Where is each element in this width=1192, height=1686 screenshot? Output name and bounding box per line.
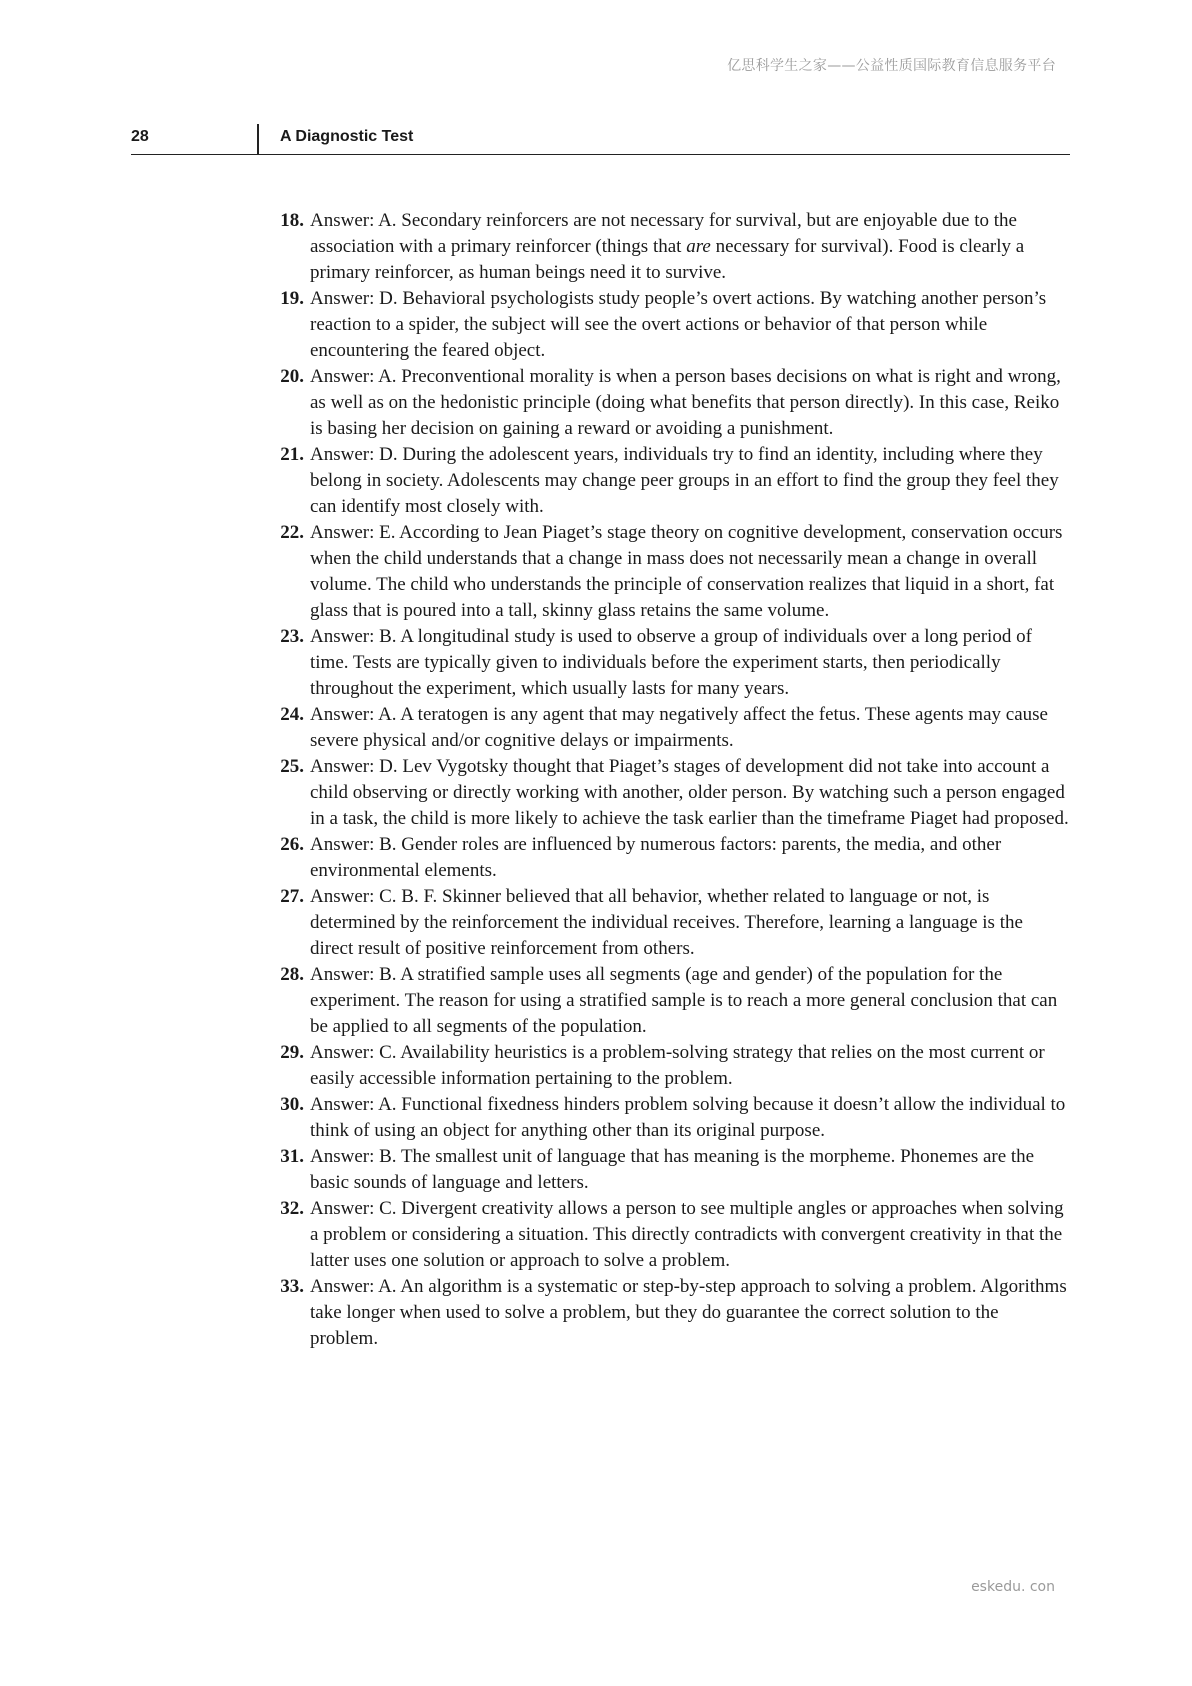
answer-number: 31. [280,1146,304,1167]
answer-text: Answer: A. Functional fixedness hinders problem solving because it doesn’t allow the individual to think of using an object for anything other than its original purpose. [310,1094,1066,1141]
answer-item-30 [268,1092,1070,1144]
answer-number: 22. [280,522,304,543]
answer-text: Answer: C. B. F. Skinner believed that all behavior, whether related to language or not, is determined by the reinforcement the individual receives. Therefore, learning a language is the direct result of positive reinforcement from others. [310,886,1023,959]
answer-item-33 [268,1274,1070,1352]
answer-text: Answer: E. According to Jean Piaget’s stage theory on cognitive development, conservation occurs when the child understands that a change in mass does not necessarily mean a change in overall volume. The child who understands the principle of conservation realizes that liquid in a short, fat glass that is poured into a tall, skinny glass retains the same volume. [310,522,1063,621]
site-watermark-top: 亿思科学生之家——公益性质国际教育信息服务平台 [727,58,1056,74]
answer-number: 25. [280,756,304,777]
answer-item-26 [268,832,1070,884]
answer-item-21 [268,442,1070,520]
answer-text: Answer: B. A stratified sample uses all segments (age and gender) of the population for the experiment. The reason for using a stratified sample is to reach a more general conclusion that can be applied to all segments of the population. [310,964,1058,1037]
answer-item-28 [268,962,1070,1040]
answer-item-19 [268,286,1070,364]
answer-text: Answer: D. Behavioral psychologists study people’s overt actions. By watching another person’s reaction to a spider, the subject will see the overt actions or behavior of that person while encountering the feared object. [310,288,1047,361]
answer-item-22 [268,520,1070,624]
answer-item-31 [268,1144,1070,1196]
answer-number: 18. [280,210,304,231]
answer-item-27 [268,884,1070,962]
page-number: 28 [131,128,149,145]
answer-number: 21. [280,444,304,465]
answer-item-23 [268,624,1070,702]
answer-item-32 [268,1196,1070,1274]
answer-number: 28. [280,964,304,985]
answer-item-25 [268,754,1070,832]
answer-text: Answer: B. A longitudinal study is used to observe a group of individuals over a long period of time. Tests are typically given to individuals before the experiment starts, then periodically throughout the experiment, which usually lasts for many years. [310,626,1032,699]
answer-text: Answer: C. Divergent creativity allows a person to see multiple angles or approaches when solving a problem or considering a situation. This directly contradicts with convergent creativity in that the latter uses one solution or approach to solve a problem. [310,1198,1064,1271]
site-watermark-bottom: eskedu. con [971,1579,1055,1595]
answer-text: Answer: D. During the adolescent years, individuals try to find an identity, including where they belong in society. Adolescents may change peer groups in an effort to find the group they feel they can identify most closely with. [310,444,1059,517]
answer-text: Answer: B. Gender roles are influenced by numerous factors: parents, the media, and other environmental elements. [310,834,1002,881]
answer-number: 33. [280,1276,304,1297]
answer-number: 20. [280,366,304,387]
answer-number: 30. [280,1094,304,1115]
answer-text: Answer: A. Secondary reinforcers are not necessary for survival, but are enjoyable due to the association with a primary reinforcer (things that are necessary for survival). Food is clearly a primary reinforcer, as human beings need it to survive. [310,210,1025,283]
answer-text: Answer: A. Preconventional morality is when a person bases decisions on what is right and wrong, as well as on the hedonistic principle (doing what benefits that person directly). In this case, Reiko is basing her decision on gaining a reward or avoiding a punishment. [310,366,1061,439]
answer-item-18 [268,208,1070,286]
answer-item-20 [268,364,1070,442]
answer-item-24 [268,702,1070,754]
answer-text: Answer: A. An algorithm is a systematic or step-by-step approach to solving a problem. Algorithms take longer when used to solve a problem, but they do guarantee the correct solution to the problem. [310,1276,1067,1349]
answer-text: Answer: D. Lev Vygotsky thought that Piaget’s stages of development did not take into account a child observing or directly working with another, older person. By watching such a person engaged in a task, the child is more likely to achieve the task earlier than the timeframe Piaget had proposed. [310,756,1069,829]
answer-text: Answer: C. Availability heuristics is a problem-solving strategy that relies on the most current or easily accessible information pertaining to the problem. [310,1042,1045,1089]
answer-list [268,208,1070,1352]
answer-number: 26. [280,834,304,855]
answer-number: 19. [280,288,304,309]
answer-item-29 [268,1040,1070,1092]
answer-number: 27. [280,886,304,907]
answer-number: 24. [280,704,304,725]
emphasis-text: are [686,236,711,257]
answer-text: Answer: A. A teratogen is any agent that may negatively affect the fetus. These agents may cause severe physical and/or cognitive delays or impairments. [310,704,1048,751]
answer-number: 32. [280,1198,304,1219]
header-divider [257,124,259,154]
section-title: A Diagnostic Test [280,128,414,145]
answer-number: 23. [280,626,304,647]
running-header [131,124,1070,155]
answer-text: Answer: B. The smallest unit of language that has meaning is the morpheme. Phonemes are the basic sounds of language and letters. [310,1146,1035,1193]
answer-number: 29. [280,1042,304,1063]
